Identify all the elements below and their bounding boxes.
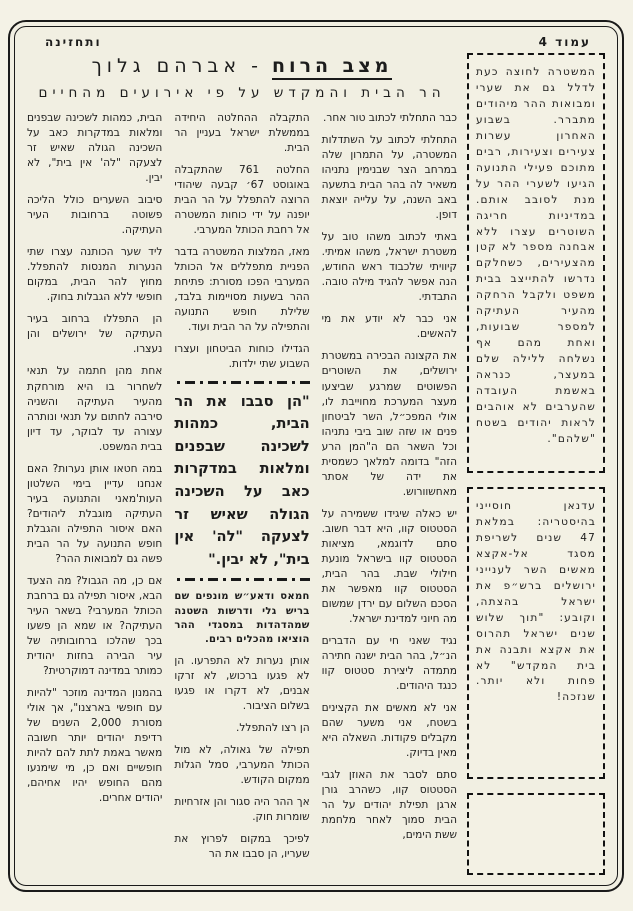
article-paragraph: אחת מהן חתמה על תנאי לשחרור בו היא מורחקת מהעיר העתיקה והשניה סירבה לחתום על תנאי ונותרה עצורה עד לבוקר, עד דיון בבית המשפט.	[27, 365, 163, 453]
article-paragraph: לפיכך במקום לפרוץ את שעריו, הן סבבו את הר	[174, 833, 310, 861]
sidebar-news-box-1	[467, 53, 605, 473]
masthead-note: ותחזינה	[45, 35, 102, 49]
page-number: עמוד 4	[538, 35, 591, 49]
article-paragraph: אני כבר לא יודע את מי להאשים.	[321, 313, 457, 341]
article-paragraph: הן התפללו ברחוב בעיר העתיקה של ירושלים והן נעצרו.	[27, 313, 163, 356]
article-paragraph: מאז, המלצות המשטרה בדבר הפניית מתפללים אל הכותל המערבי הפכו מסורת: פתיחת ההר בשעות מסויימות בלבד, שלילת חופש התנועה והתפילה על הר הבית ועוד.	[174, 246, 310, 334]
article-paragraph: אותן נערות לא התפרעו. הן לא פגעו ברכוש, לא זרקו אבנים, לא דקרו או פגעו בשלום הציבור.	[174, 655, 310, 713]
pull-quote-text: "הן סבבו את הר הבית, כמהות לשכינה שבפנים ומלאות במדקרות כאב על השכינה הגולה שאיש זר לצעקה "לה' אין בית", לא יבין."	[174, 392, 310, 568]
article-paragraph: סתם לסבר את האוזן לגבי הסטטוס קוו, כשהרב גורן ארגן תפילת יהודים על הר הבית סמוך לאחר מלחמת ששת הימים,	[321, 769, 457, 842]
article-paragraph: בהמנון המדינה מוזכר "להיות עם חופשי בארצנו", אך אולי מסורת 2,000 השנים של רדיפת יהודים יותר חשובה מאשר באמת לתת להם להיות חופשיים ואם כן, מי שימנעו מהם החופש יהיו אחיהם, יהודים אחרים.	[27, 687, 163, 805]
pull-quote-block	[174, 381, 309, 582]
title-separator: -	[251, 55, 262, 77]
article-paragraph: אני לא מאשים את הקצינים בשטח, אני משער שהם מקבלים פקודות. השאלה היא מאין בדיוק.	[321, 702, 457, 760]
article-paragraph: הגדילו כוחות הביטחון ועצרו השבוע שתי ילדות.	[174, 343, 310, 371]
article-paragraph: במה חטאו אותן נערות? האם אנחנו עדיין בימי השלטון העות'מאני והתנועה בעיר העתיקה מוגבלת ליהודים? האם איסור התפילה והגבלת חופש התנועה על הר הבית פשה גם למבואות ההר?	[27, 462, 163, 565]
article-paragraph: אם כן, מה הגבול? מה הצעד הבא, איסור תפילה גם ברחבת הכותל המערבי? בשאר העיר העתיקה? או שמא הן פשעו בכך שהלכו ברחובותיה של עיר הבירה בחזות יהודית כמותר במדינה דמוקרטית?	[27, 574, 163, 678]
article-paragraph: באתי לכתוב משהו טוב על משטרת ישראל, משהו אמיתי. קיוויתי שלכבוד ראש החודש, הנה אפשר להגיד מילה טובה. התבדתי.	[321, 231, 457, 304]
article-paragraph: חמאס ודאע״ש מונפים שם בריש גלי ודרשות השטנה שמהדהדות במסגדי ההר הוציאו מהכלים רבים.	[174, 591, 310, 645]
article-column-middle	[174, 111, 309, 875]
article-paragraph: סיבוב השערים כולל הליכה פשוטה ברחובות העיר העתיקה.	[27, 194, 163, 237]
article-column-left	[27, 111, 162, 875]
article-title-block	[27, 55, 457, 101]
column-title: מצב הרוח	[272, 55, 392, 80]
article-paragraph: התקבלה ההחלטה היחידה בממשלת ישראל בעניין הר הבית.	[174, 112, 310, 155]
article-title-line	[27, 55, 457, 77]
sidebar-news-text: המשטרה לחוצה כעת לדלל גם את שערי ומבואות ההר מיהודים מתברר. בשבוע האחרון עשרות צעירים וצעירות, רבים מתוכם פעילי התנועה הגיעו לשערי ההר על מנת לסובב אותם. במדיניות חריגה השוטרים עצרו ללא אבחנה מספר לא קטן מהצעירים, כשחלקם נדרשו להתייצב בבית משפט ולקבל הרחקה מהעיר העתיקה למספר שבועות, ואחת מהם אף נשלחה ללילה שלם במעצר, כנראה באשמת העובדה שהערבים לא אוהבים לראות יהודים בשטח "שלהם".	[476, 66, 596, 445]
quote-separator-bottom	[174, 578, 309, 581]
sidebar-news-text: עדנאן חוסייני בהיסטריה: במלאת 47 שנים לשריפת מסגד אל-אקצא מאשים השר לענייני ירושלים ברש״פ את ישראל בהצתה, וקובע: "תוך שלוש שנים ישראל תהרוס את אקצא ותבנה את בית המקדש" לא פחות ולא יותר. שנזכה!	[476, 500, 596, 704]
article-column-right	[322, 111, 457, 875]
article-paragraph: הבית, כמהות לשכינה שבפנים ומלאות במדקרות כאב על השכינה הגולה שאיש זר לצעקה "לה' אין בית", לא יבין.	[27, 112, 163, 185]
page-header	[27, 33, 605, 51]
article-paragraph: אך ההר היה סגור והן אזרחיות שומרות חוק.	[174, 796, 310, 824]
quote-separator-top	[174, 381, 309, 384]
sidebar-news-box-2	[467, 487, 605, 779]
article-paragraph: התחלתי לכתוב על השתדלות המשטרה, על התמרון שלה במרחב הצר שבנימין נתניהו משאיר לה בהר הבית בתשעה באב השנה, על עלייה יוצאת דופן.	[321, 134, 457, 222]
article-paragraph: הן רצו להתפלל.	[236, 722, 310, 735]
article-paragraph: יש כאלה שיגידו ששמירה על הסטטוס קוו, היא דבר חשוב. סתם לדוגמא, מציאות הסטטוס קוו בישראל מונעת חילולי שבת. בהר הבית, הסטטוס קוו מאפשר את הסכם השלום עם ירדן שמשום מה חיוני למדינת ישראל.	[321, 507, 457, 625]
article-columns	[27, 111, 457, 875]
page-content	[27, 53, 605, 875]
article-author: אברהם גלוך	[91, 55, 242, 77]
article-paragraph: תפילה של גאולה, לא מול הכותל המערבי, סמל הגלות ממקום הקודש.	[174, 744, 310, 787]
page-inner-frame	[14, 26, 618, 886]
article-paragraph: החלטה 761 שהתקבלה באוגוסט 67׳ קבעה שיהודי הרוצה להתפלל על הר הבית יופנה על ידי כוחות המשטרה אל רחבת הכותל המערבי.	[174, 164, 310, 237]
sidebar-empty-box	[467, 793, 605, 875]
article-paragraph: כבר התחלתי לכתוב טור אחר.	[322, 112, 457, 124]
article-paragraph: נגיד שאני חי עם הדברים הנ״ל, בהר הבית ישנה חתירה מתמדה ליצירת סטטוס קוו כנגד היהודים.	[321, 635, 457, 693]
column-middle-top	[174, 111, 309, 373]
article-area	[27, 53, 457, 875]
newspaper-page-frame	[8, 20, 624, 892]
article-subtitle: הר הבית והמקדש על פי אירועים מהחיים	[38, 85, 446, 101]
article-paragraph: ליד שער הכותנה עצרו שתי הנערות המנסות להתפלל. מחוץ להר הבית, במקום חופשי ללא הגבלות בחוק.	[27, 246, 163, 304]
column-middle-bottom	[174, 590, 309, 862]
news-sidebar	[467, 53, 605, 875]
article-paragraph: את הקצונה הבכירה במשטרת ירושלים, את השוטרים הפשוטים שמרגע שביצעו מעצר המערכת מחוייבת לו, אולי המפכ״ל, השר לביטחון פנים או שזה שוב ביבי נתניהו וכל השאר הם ה"המן הרע הזה" בדומה למלאך כשמסית את ידה של אסתר מאחשוורוש.	[321, 350, 457, 498]
